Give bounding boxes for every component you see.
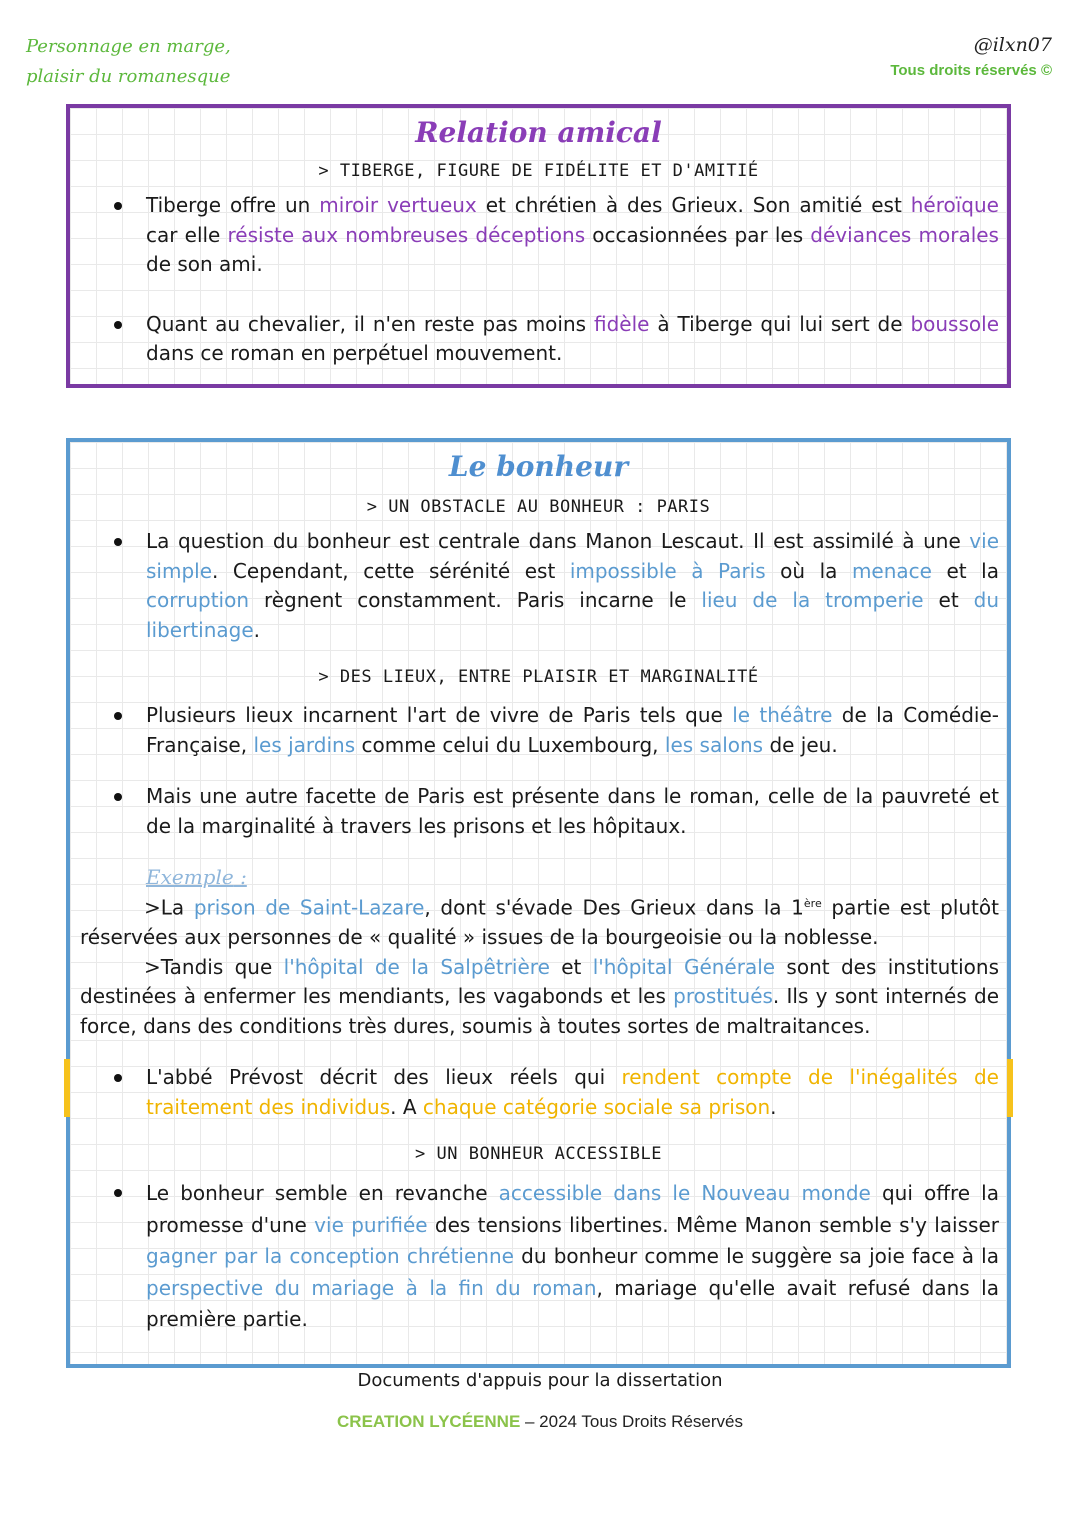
section-subtitle: > UN BONHEUR ACCESSIBLE <box>415 1144 662 1165</box>
copyright-notice: Tous droits réservés © <box>890 62 1052 79</box>
bullet-dot <box>114 321 122 329</box>
bullet-paragraph: Quant au chevalier, il n'en reste pas moins fidèle à Tiberge qui lui sert de boussole dans ce roman en perpétuel mouvement. <box>146 310 999 369</box>
section-title: Le bonheur <box>448 450 629 483</box>
section-happiness <box>66 438 1011 1368</box>
section-subtitle: > UN OBSTACLE AU BONHEUR : PARIS <box>366 497 711 517</box>
bullet-dot <box>114 202 122 210</box>
bullet-dot <box>114 1074 122 1082</box>
author-handle: @ilxn07 <box>973 34 1052 56</box>
bullet-dot <box>114 712 122 720</box>
subject-line-1: Personnage en marge, <box>26 36 231 57</box>
footer-caption: Documents d'appuis pour la dissertation <box>357 1370 723 1391</box>
bullet-paragraph: Mais une autre facette de Paris est présente dans le roman, celle de la pauvreté et de la marginalité à travers les prisons et les hôpitaux. <box>146 782 999 841</box>
footer-copyright-text: – 2024 Tous Droits Réservés <box>520 1412 743 1431</box>
example-label: Exemple : <box>146 865 247 889</box>
section-friendship <box>66 104 1011 388</box>
bullet-paragraph: La question du bonheur est centrale dans Manon Lescaut. Il est assimilé à une vie simple. Cependant, cette sérénité est impossible à Paris où la menace et la corruption règnent constamment. Paris incarne le lieu de la tromperie et du libertinage. <box>146 527 999 645</box>
example-paragraph: >La prison de Saint-Lazare, dont s'évade Des Grieux dans la 1ère partie est plutôt réservées aux personnes de « qualité » issues de la bourgeoisie ou la noblesse. <box>80 895 999 950</box>
bullet-dot <box>114 538 122 546</box>
bullet-paragraph: Plusieurs lieux incarnent l'art de vivre de Paris tels que le théâtre de la Comédie-Française, les jardins comme celui du Luxembourg, les salons de jeu. <box>146 701 999 760</box>
bullet-paragraph: L'abbé Prévost décrit des lieux réels qui rendent compte de l'inégalités de traitement des individus. A chaque catégorie sociale sa prison. <box>146 1063 999 1122</box>
author-block <box>890 34 1052 79</box>
footer-brand: CREATION LYCÉENNE <box>337 1412 521 1431</box>
highlight-marker <box>1007 1059 1013 1117</box>
bullet-paragraph: Tiberge offre un miroir vertueux et chrétien à des Grieux. Son amitié est héroïque car elle résiste aux nombreuses déceptions occasionnées par les déviances morales de son ami. <box>146 191 999 280</box>
subject-line-2: plaisir du romanesque <box>26 66 231 87</box>
highlight-marker <box>64 1059 70 1117</box>
subject-heading <box>26 32 231 92</box>
section-title: Relation amical <box>415 116 662 149</box>
bullet-dot <box>114 793 122 801</box>
bullet-dot <box>114 1189 122 1197</box>
footer-copyright <box>0 1412 1080 1432</box>
section-subtitle: > TIBERGE, FIGURE DE FIDÉLITE ET D'AMITIÉ <box>318 161 759 181</box>
bullet-paragraph: Le bonheur semble en revanche accessible dans le Nouveau monde qui offre la promesse d'une vie purifiée des tensions libertines. Même Manon semble s'y laisser gagner par la conception chrétienne du bonheur comme le suggère sa joie face à la perspective du mariage à la fin du roman, mariage qu'elle avait refusé dans la première partie. <box>146 1178 999 1336</box>
section-subtitle: > DES LIEUX, ENTRE PLAISIR ET MARGINALITÉ <box>318 667 759 687</box>
example-paragraph: >Tandis que l'hôpital de la Salpêtrière et l'hôpital Générale sont des institutions destinées à enfermer les mendiants, les vagabonds et les prostitués. Ils y sont internés de force, dans des conditions très dures, soumis à toutes sortes de maltraitances. <box>80 954 1000 1038</box>
example-block <box>70 865 1007 1041</box>
